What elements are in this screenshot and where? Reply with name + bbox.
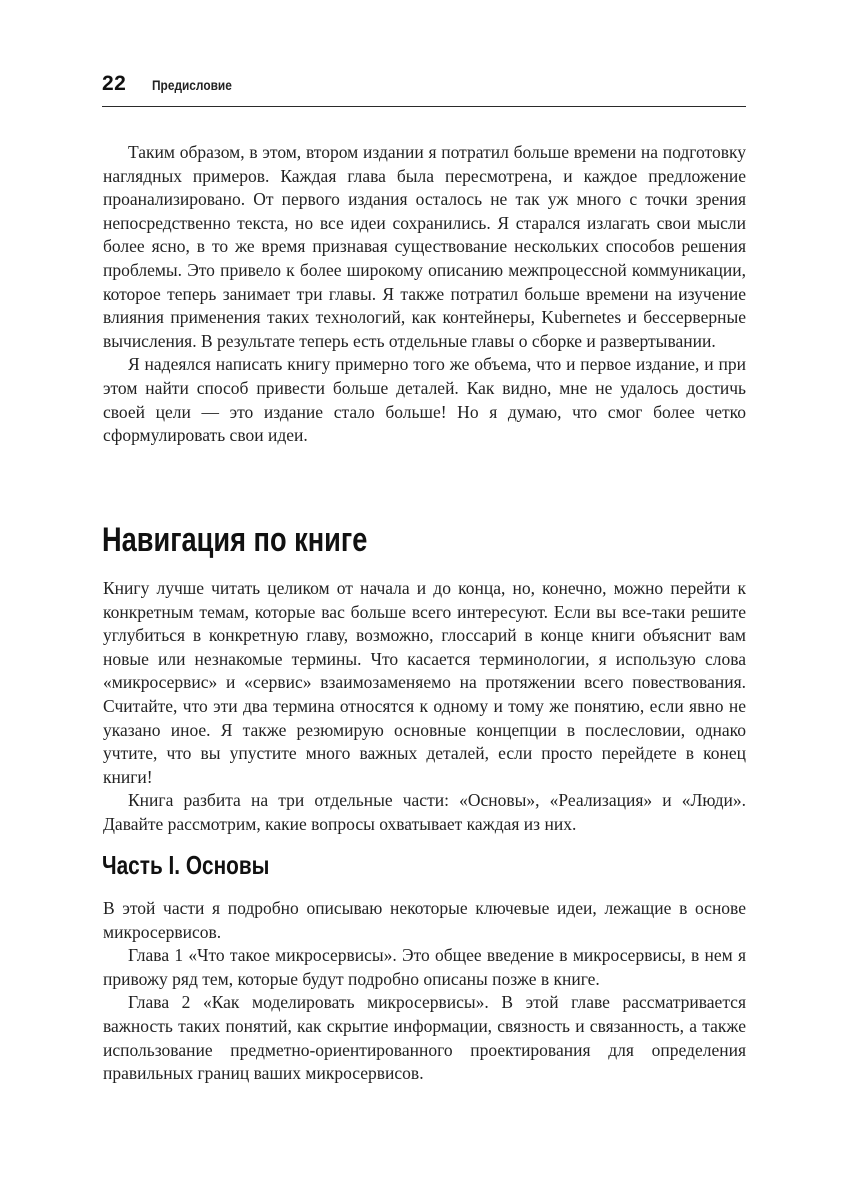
paragraph: Глава 2 «Как моделировать микросервисы». В этой главе рассматривается важность таких понятий, как скрытие информации, связность и связанность, а также использование предметно-ориентированного проектирования для определения правильных границ ваших микросервисов. (103, 992, 746, 1084)
intro-text (103, 141, 746, 448)
paragraph: Таким образом, в этом, втором издании я потратил больше времени на подготовку наглядных примеров. Каждая глава была пересмотрена, и каждое предложение проанализировано. От первого издания осталось не так уж много с точки зрения непосредственно текста, но все идеи сохранились. Я старался излагать свои мысли более ясно, в то же время признавая существование нескольких способов решения проблемы. Это привело к более широкому описанию межпроцессной коммуникации, которое теперь занимает три главы. Я также потратил больше времени на изучение влияния применения таких технологий, как контейнеры, Kubernetes и бессерверные вычисления. В результате теперь есть отдельные главы о сборке и развертывании. (103, 142, 746, 351)
part1-text (103, 897, 746, 1086)
page-number: 22 (102, 72, 127, 95)
paragraph: В этой части я подробно описываю некоторые ключевые идеи, лежащие в основе микросервисов. (103, 898, 746, 942)
running-header (102, 72, 746, 107)
navigation-text (103, 577, 746, 837)
paragraph: Книгу лучше читать целиком от начала и до конца, но, конечно, можно перейти к конкретным темам, которые вас больше всего интересуют. Если вы все-таки решите углубиться в конкретную главу, возможно, глоссарий в конце книги объяснит вам новые или незнакомые термины. Что касается терминологии, я использую слова «микросервис» и «сервис» взаимозаменяемо на протяжении всего повествования. Считайте, что эти два термина относятся к одному и тому же понятию, если явно не указано иное. Я также резюмирую основные концепции в послесловии, однако учтите, что вы упустите много важных деталей, если просто перейдете в конец книги! (103, 578, 746, 787)
paragraph: Глава 1 «Что такое микросервисы». Это общее введение в микросервисы, в нем я привожу ряд тем, которые будут подробно описаны позже в книге. (103, 945, 746, 989)
paragraph: Я надеялся написать книгу примерно того же объема, что и первое издание, и при этом найти способ привести больше деталей. Как видно, мне не удалось достичь своей цели — это издание стало больше! Но я думаю, что смог более четко сформулировать свои идеи. (103, 354, 746, 446)
subsection-heading-part1: Часть I. Основы (102, 850, 270, 880)
paragraph: Книга разбита на три отдельные части: «Основы», «Реализация» и «Люди». Давайте рассмотрим, какие вопросы охватывает каждая из них. (103, 790, 746, 834)
running-section-title: Предисловие (152, 77, 233, 93)
section-heading-navigation: Навигация по книге (102, 521, 368, 559)
